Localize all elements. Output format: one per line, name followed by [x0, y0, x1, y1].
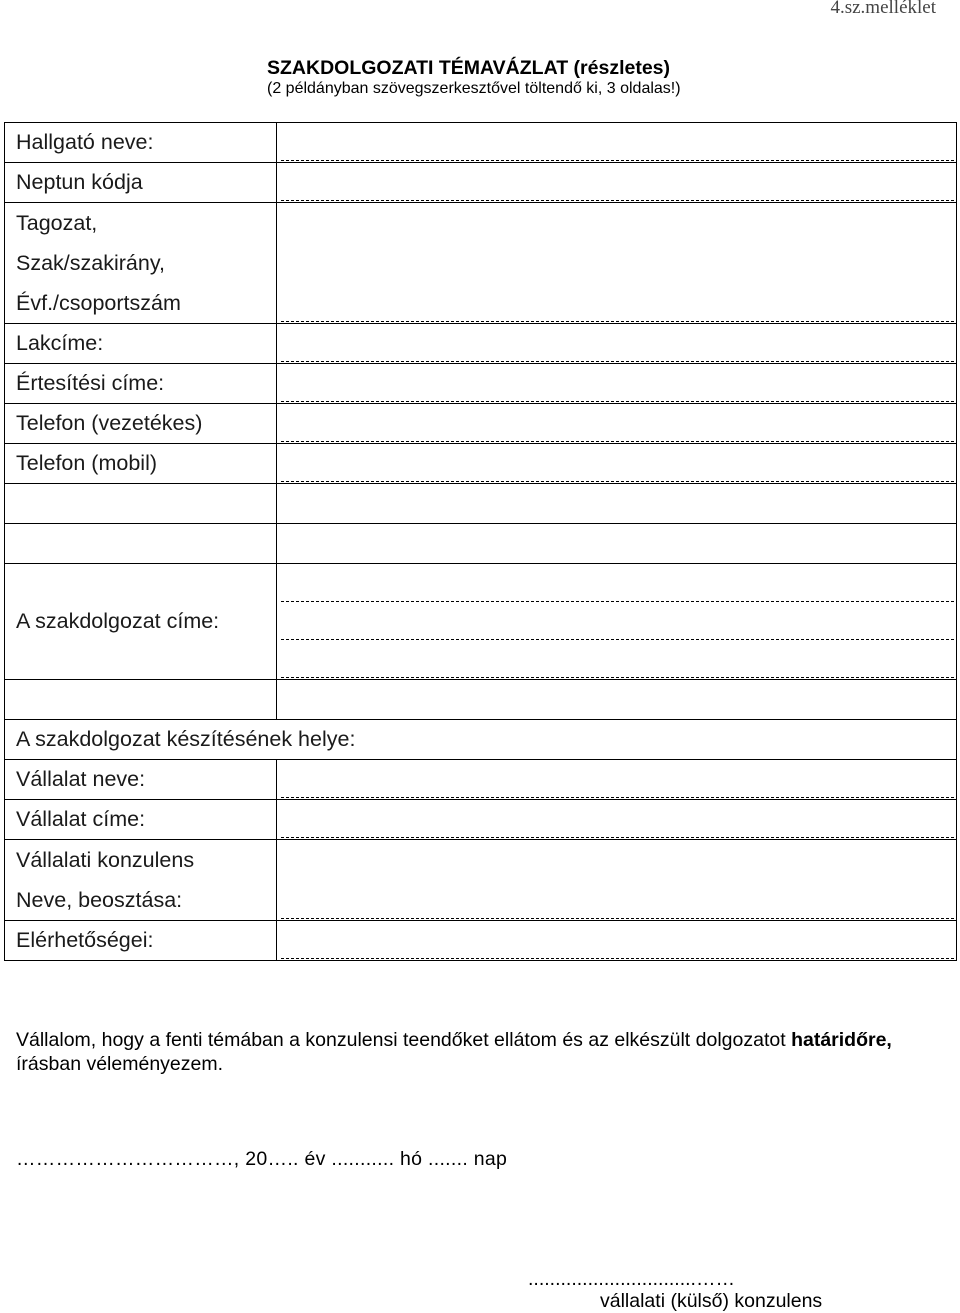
page-subtitle: (2 példányban szövegszerkesztővel töltendő ki, 3 oldalas!): [267, 80, 681, 97]
szak-label: Szak/szakirány,: [16, 251, 165, 275]
program-label: [5, 203, 277, 324]
empty-field-cell[interactable]: [277, 524, 957, 564]
page-title: SZAKDOLGOZATI TÉMAVÁZLAT (részletes): [267, 57, 671, 79]
pledge-text-before: Vállalom, hogy a fenti témában a konzulensi teendőket ellátom és az elkészült dolgozatot: [16, 1029, 792, 1051]
address-field[interactable]: [277, 324, 957, 364]
consultant-position-label: Neve, beosztása:: [16, 888, 183, 912]
empty-field-cell[interactable]: [277, 680, 957, 720]
empty-label-cell: [5, 484, 277, 524]
thesis-title-field[interactable]: [277, 564, 957, 680]
form-table: [4, 122, 957, 961]
empty-label-cell: [5, 524, 277, 564]
address-label: Lakcíme:: [5, 324, 277, 364]
pledge-text: [16, 1028, 956, 1076]
empty-label-cell: [5, 680, 277, 720]
company-address-label: Vállalat címe:: [5, 800, 277, 840]
pledge-text-after: írásban véleményezem.: [16, 1053, 224, 1075]
program-field[interactable]: [277, 203, 957, 324]
notify-address-label: Értesítési címe:: [5, 364, 277, 404]
contacts-field[interactable]: [277, 921, 957, 961]
signature-label: vállalati (külső) konzulens: [600, 1290, 823, 1312]
signature-line[interactable]: ...............................……: [528, 1268, 735, 1290]
annex-number: 4.sz.melléklet: [830, 0, 936, 18]
student-name-field[interactable]: [277, 123, 957, 163]
company-address-field[interactable]: [277, 800, 957, 840]
student-name-label: Hallgató neve:: [5, 123, 277, 163]
thesis-title-label: A szakdolgozat címe:: [5, 564, 277, 680]
consultant-label: [5, 840, 277, 921]
consultant-field[interactable]: [277, 840, 957, 921]
company-name-field[interactable]: [277, 760, 957, 800]
neptun-code-label: Neptun kódja: [5, 163, 277, 203]
phone-landline-label: Telefon (vezetékes): [5, 404, 277, 444]
neptun-code-field[interactable]: [277, 163, 957, 203]
empty-field-cell[interactable]: [277, 484, 957, 524]
phone-mobile-label: Telefon (mobil): [5, 444, 277, 484]
notify-address-field[interactable]: [277, 364, 957, 404]
phone-landline-field[interactable]: [277, 404, 957, 444]
date-line[interactable]: ……………………………, 20….. év ........... hó ....... nap: [16, 1148, 508, 1170]
thesis-place-heading: A szakdolgozat készítésének helye:: [5, 720, 957, 760]
consultant-heading: Vállalati konzulens: [16, 848, 195, 872]
evf-label: Évf./csoportszám: [16, 291, 181, 315]
phone-mobile-field[interactable]: [277, 444, 957, 484]
company-name-label: Vállalat neve:: [5, 760, 277, 800]
tagozat-label: Tagozat,: [16, 211, 98, 235]
pledge-deadline-word: határidőre,: [791, 1029, 892, 1051]
contacts-label: Elérhetőségei:: [5, 921, 277, 961]
